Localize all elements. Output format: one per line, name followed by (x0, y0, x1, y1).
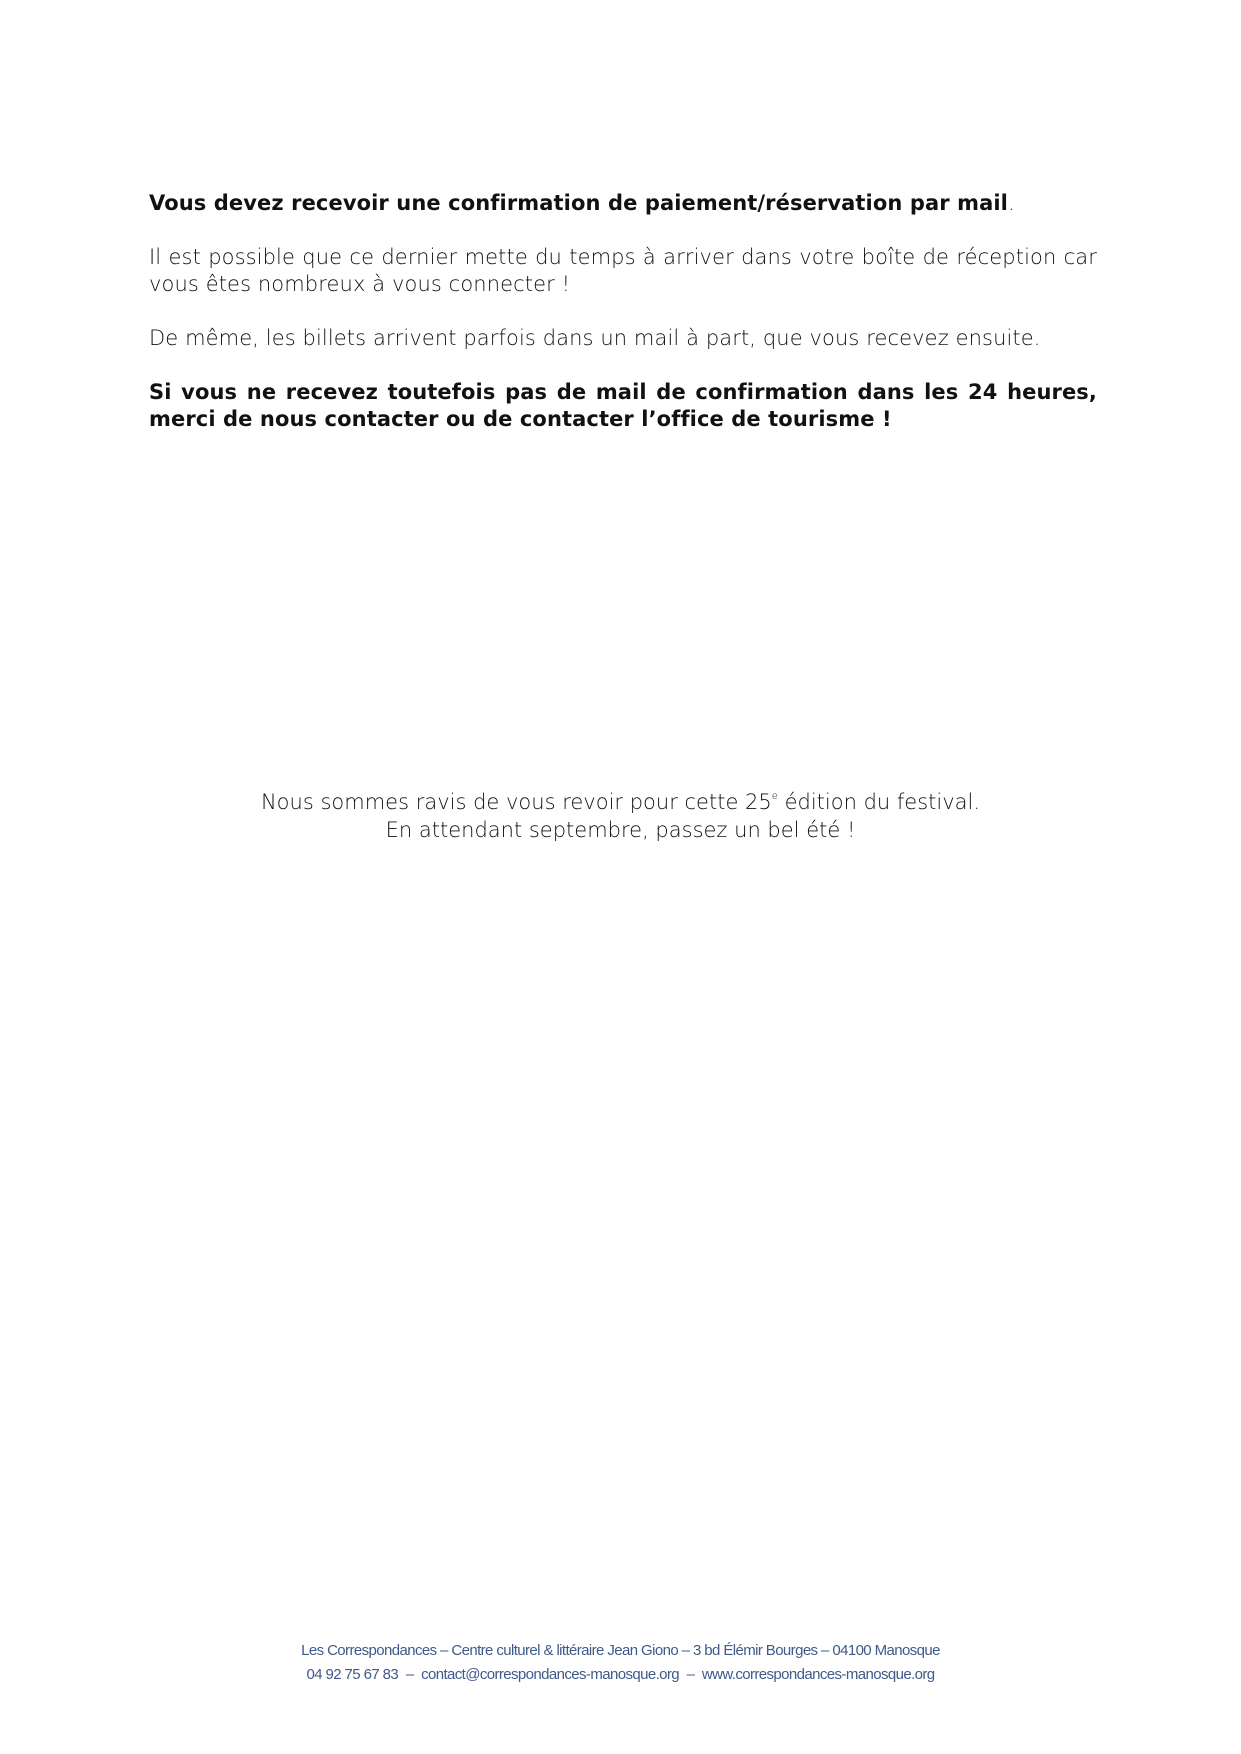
paragraph-tickets: De même, les billets arrivent parfois dans un mail à part, que vous recevez ensuite. (149, 326, 1041, 350)
footer (0, 1639, 1241, 1687)
footer-separator: – (686, 1666, 695, 1683)
closing-line-1-start: Nous sommes ravis de vous revoir pour cette 25 (260, 790, 772, 814)
closing-ordinal-sup: e (771, 791, 778, 802)
footer-address: Les Correspondances – Centre culturel & littéraire Jean Giono – 3 bd Élémir Bourges – 04100 Manosque (301, 1642, 940, 1659)
footer-contact-line (0, 1663, 1241, 1687)
closing-line-1 (0, 788, 1241, 816)
paragraph-contact-bold: Si vous ne recevez toutefois pas de mail de confirmation dans les 24 heures, merci de nous contacter ou de contacter l’office de tourisme ! (149, 380, 1097, 431)
paragraph-confirmation-tail: . (1007, 191, 1015, 215)
footer-separator: – (405, 1666, 414, 1683)
footer-email-link[interactable]: contact@correspondances-manosque.org (421, 1666, 680, 1683)
footer-website-link[interactable]: www.correspondances-manosque.org (701, 1666, 935, 1683)
closing-line-2: En attendant septembre, passez un bel été ! (385, 818, 856, 842)
paragraph-confirmation-bold: Vous devez recevoir une confirmation de paiement/réservation par mail (149, 191, 1008, 215)
paragraph-contact (149, 379, 1097, 433)
closing-message (0, 788, 1241, 844)
paragraph-confirmation (149, 190, 1097, 217)
body-text (149, 190, 1097, 460)
paragraph-delay: Il est possible que ce dernier mette du temps à arriver dans votre boîte de réception car vous êtes nombreux à vous connecter ! (149, 245, 1097, 296)
footer-phone: 04 92 75 67 83 (306, 1666, 399, 1683)
closing-line-1-end: édition du festival. (777, 790, 981, 814)
